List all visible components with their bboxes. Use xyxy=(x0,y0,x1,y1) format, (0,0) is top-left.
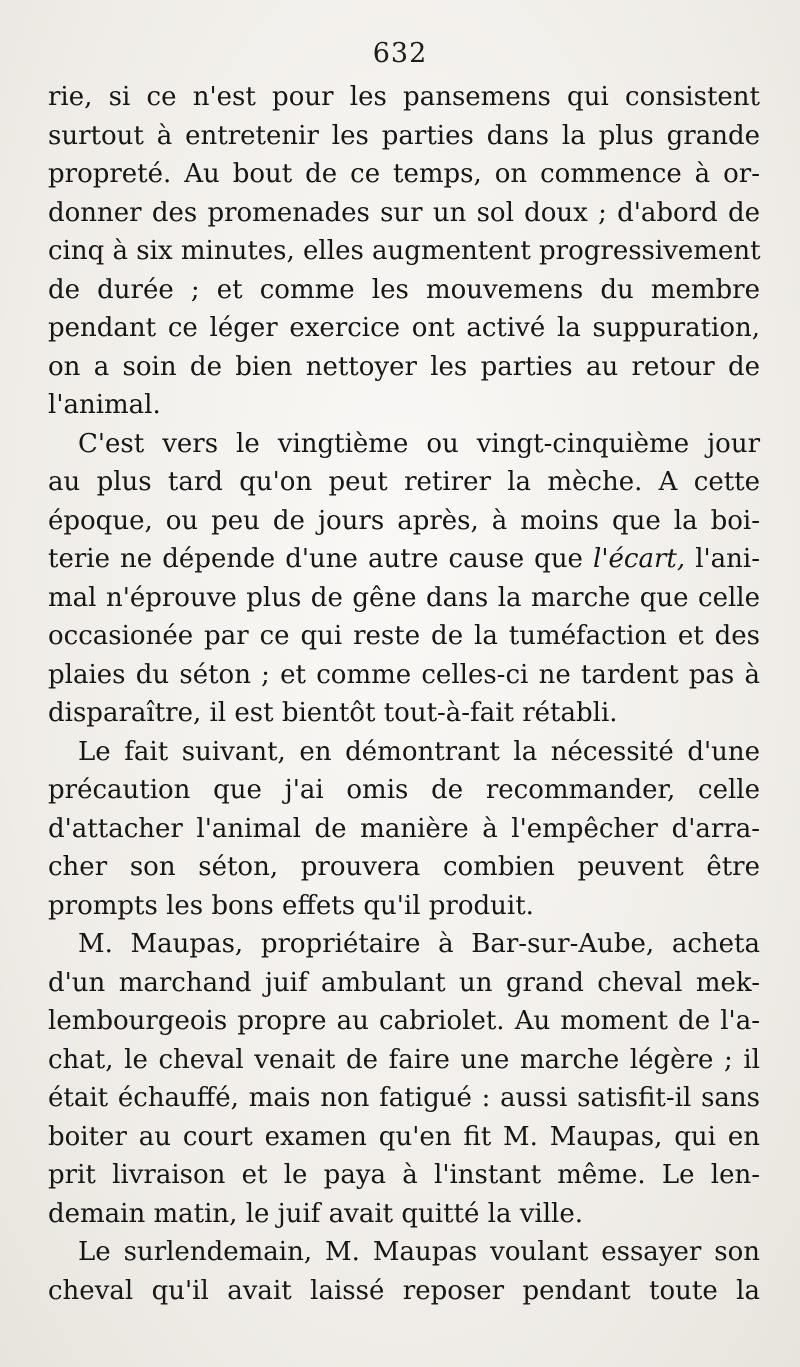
body-text xyxy=(48,78,760,1310)
text-line: chat, le cheval venait de faire une marche légère ; il xyxy=(48,1044,760,1075)
text-line: donner des promenades sur un sol doux ; d'abord de xyxy=(48,197,760,228)
text-line: mal n'éprouve plus de gêne dans la marche que celle xyxy=(48,582,760,613)
text-line: occasionée par ce qui reste de la tuméfaction et des xyxy=(48,621,760,651)
text-line: cinq à six minutes, elles augmentent progressivement xyxy=(48,236,761,266)
text-line: prit livraison et le paya à l'instant même. Le len- xyxy=(48,1160,760,1190)
text-line: de durée ; et comme les mouvemens du membre xyxy=(48,274,760,305)
text-line: lembourgeois propre au cabriolet. Au moment de l'a- xyxy=(48,1006,760,1036)
text-line: précaution que j'ai omis de recommander, celle xyxy=(48,775,760,805)
text-line: pendant ce léger exercice ont activé la suppuration, xyxy=(48,313,760,343)
page-number: 632 xyxy=(372,38,428,69)
text-line: époque, ou peu de jours après, à moins que la boi- xyxy=(48,505,760,536)
text-line: cheval qu'il avait laissé reposer pendant toute la xyxy=(48,1275,760,1306)
text-line: au plus tard qu'on peut retirer la mèche. A cette xyxy=(48,467,760,497)
text-line: Le fait suivant, en démontrant la nécessité d'une xyxy=(78,736,760,767)
text-line: cher son séton, prouvera combien peuvent être xyxy=(48,852,760,882)
text-line: d'attacher l'animal de manière à l'empêcher d'arra- xyxy=(48,813,760,844)
text-line: propreté. Au bout de ce temps, on commence à or- xyxy=(48,159,760,189)
text-line: Le surlendemain, M. Maupas voulant essayer son xyxy=(78,1237,760,1267)
italic-term: l'écart, xyxy=(593,544,686,574)
text-line: M. Maupas, propriétaire à Bar-sur-Aube, acheta xyxy=(78,929,760,959)
text-line: l'animal. xyxy=(48,390,161,420)
text-line: rie, si ce n'est pour les pansemens qui consistent xyxy=(48,82,760,112)
text-line: surtout à entretenir les parties dans la plus grande xyxy=(48,120,760,151)
text-line: était échauffé, mais non fatigué : aussi satisfit-il sans xyxy=(48,1083,760,1113)
text-line: boiter au court examen qu'en fit M. Maupas, qui en xyxy=(48,1121,760,1152)
text-line: disparaître, il est bientôt tout-à-fait rétabli. xyxy=(48,698,618,728)
text-line: plaies du séton ; et comme celles-ci ne tardent pas à xyxy=(48,659,760,690)
text-line: terie ne dépende d'une autre cause que l'écart, l'ani- xyxy=(48,544,761,574)
text-line: demain matin, le juif avait quitté la ville. xyxy=(48,1198,584,1229)
text-line: prompts les bons effets qu'il produit. xyxy=(48,890,534,921)
text-line: C'est vers le vingtième ou vingt-cinquième jour xyxy=(78,428,760,459)
text-line: on a soin de bien nettoyer les parties au retour de xyxy=(48,351,760,382)
text-line: d'un marchand juif ambulant un grand cheval mek- xyxy=(48,967,760,998)
